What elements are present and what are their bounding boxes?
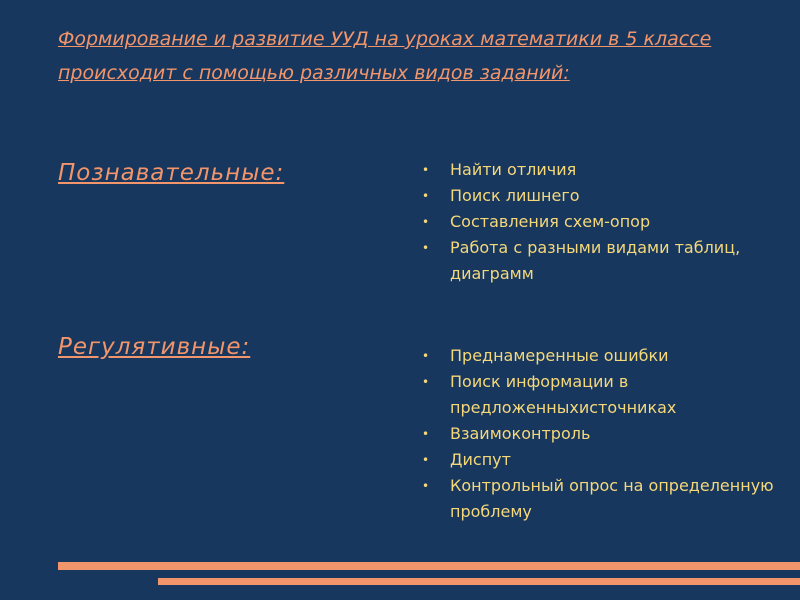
list-item-text: Поиск лишнего [450, 186, 580, 205]
list-item [420, 209, 780, 235]
regulatory-list [420, 343, 780, 525]
bullet-icon: • [422, 163, 430, 177]
bullet-icon: • [422, 427, 430, 441]
list-item [420, 157, 780, 183]
bullet-icon: • [422, 241, 430, 255]
list-item-text: Работа с разными видами таблиц, диаграмм [450, 238, 741, 283]
list-item-text: Найти отличия [450, 160, 577, 179]
list-item-text: Поиск информации в предложенныхисточниках [450, 372, 677, 417]
cognitive-list [420, 157, 780, 287]
list-item [420, 473, 780, 525]
list-item-text: Взаимоконтроль [450, 424, 591, 443]
list-item [420, 183, 780, 209]
cognitive-heading: Познавательные: [58, 160, 285, 186]
slide-title: Формирование и развитие УУД на уроках математики в 5 классе происходит с помощью различных видов заданий: [58, 28, 712, 84]
list-item-text: Преднамеренные ошибки [450, 346, 669, 365]
bullet-icon: • [422, 215, 430, 229]
bullet-icon: • [422, 349, 430, 363]
decorative-bar-bottom [158, 578, 800, 585]
list-item-text: Диспут [450, 450, 511, 469]
list-item [420, 369, 780, 421]
list-item [420, 421, 780, 447]
list-item [420, 343, 780, 369]
decorative-bar-top [58, 562, 800, 570]
list-item [420, 235, 780, 287]
bullet-icon: • [422, 375, 430, 389]
bullet-icon: • [422, 453, 430, 467]
list-item-text: Контрольный опрос на определенную проблему [450, 476, 774, 521]
bullet-icon: • [422, 479, 430, 493]
list-item [420, 447, 780, 473]
list-item-text: Составления схем-опор [450, 212, 651, 231]
bullet-icon: • [422, 189, 430, 203]
regulatory-heading: Регулятивные: [58, 334, 251, 360]
